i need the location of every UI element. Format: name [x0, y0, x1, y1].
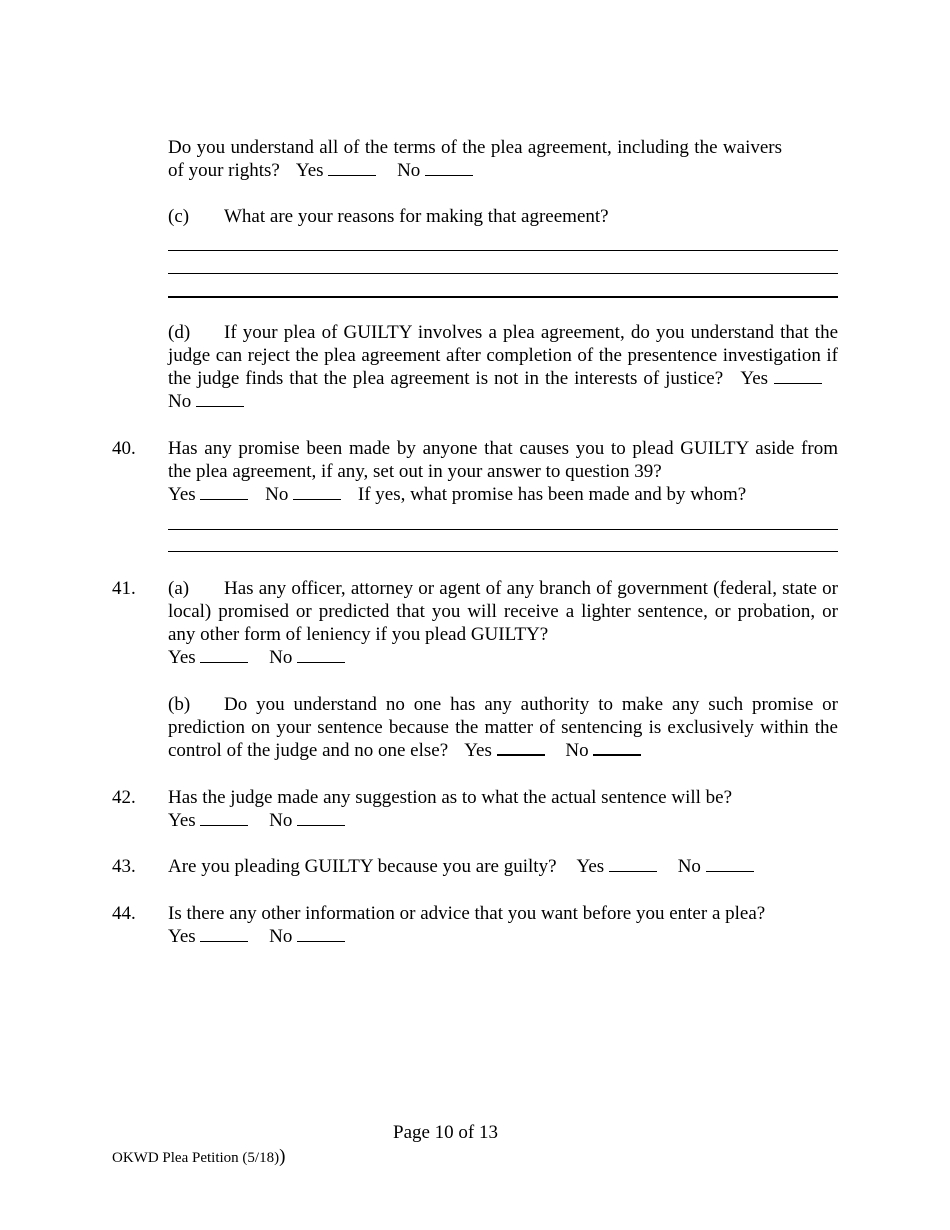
q42-answer-row: [168, 809, 468, 832]
q43-paragraph: [168, 855, 838, 878]
q39-b-no-blank[interactable]: [425, 161, 473, 176]
q41-a-yes-label: Yes: [168, 647, 196, 668]
q43-yes-label: Yes: [576, 856, 605, 877]
q42-no-blank[interactable]: [297, 811, 345, 826]
q41-b-no-label: No: [565, 740, 589, 761]
q41-b-no-blank[interactable]: [593, 740, 641, 756]
q43-no-label: No: [677, 856, 701, 877]
q44-no-label: No: [269, 926, 293, 947]
q44-yes-blank[interactable]: [200, 927, 248, 942]
q42-text: Has the judge made any suggestion as to what the actual sentence will be?: [168, 787, 733, 808]
q39-b-yes-label: Yes: [295, 160, 324, 181]
q39-c-text: What are your reasons for making that agreement?: [224, 206, 609, 227]
q40-paragraph: [168, 437, 838, 483]
form-footer-paren: ): [279, 1146, 286, 1167]
q39-d-yes-blank[interactable]: [774, 369, 822, 384]
q41-b-label: (b): [168, 694, 191, 715]
q39-c-line: [168, 205, 838, 228]
q44-yes-label: Yes: [168, 926, 196, 947]
q39-c-answer-line-2[interactable]: [168, 273, 838, 274]
q41-number: 41.: [112, 578, 136, 599]
q44-paragraph: [168, 902, 838, 925]
q39-d-label: (d): [168, 322, 191, 343]
q39-c-answer-line-3[interactable]: [168, 296, 838, 298]
q42-yes-label: Yes: [168, 810, 196, 831]
q39-c-answer-line-1[interactable]: [168, 250, 838, 251]
q44-number: 44.: [112, 903, 136, 924]
q41-b-text: Do you understand no one has any authority to make any such promise or prediction on your sentence because the matter of sentencing is exclusively within the control of the judge and no one else?: [168, 694, 838, 761]
q40-text: Has any promise been made by anyone that causes you to plead GUILTY aside from the plea agreement, if any, set out in your answer to question 39?: [168, 438, 838, 482]
q39-d-paragraph: [168, 321, 838, 413]
q41-a-answer-row: [168, 646, 468, 669]
q39-d-no-label: No: [168, 391, 192, 412]
q40-no-label: No: [265, 484, 289, 505]
q43-yes-blank[interactable]: [609, 857, 657, 872]
q40-no-blank[interactable]: [293, 485, 341, 500]
q39-d-text: If your plea of GUILTY involves a plea agreement, do you understand that the judge can reject the plea agreement after completion of the presentence investigation if the judge finds that the plea agreement is not in the interests of justice?: [168, 322, 838, 389]
q44-no-blank[interactable]: [297, 927, 345, 942]
q40-yes-label: Yes: [168, 484, 196, 505]
q39-d-no-blank[interactable]: [196, 392, 244, 407]
q40-followup: If yes, what promise has been made and by whom?: [357, 484, 747, 505]
q43-no-blank[interactable]: [706, 857, 754, 872]
q39-b-paragraph: [168, 136, 782, 182]
q41-a-yes-blank[interactable]: [200, 648, 248, 663]
page-number: Page 10 of 13: [393, 1122, 499, 1143]
q42-paragraph: [168, 786, 838, 809]
q40-number: 40.: [112, 438, 136, 459]
q40-answer-row: [168, 483, 838, 506]
q39-b-text: Do you understand all of the terms of the plea agreement, including the waivers of your rights?: [168, 137, 782, 181]
q42-number: 42.: [112, 787, 136, 808]
q41-a-paragraph: [168, 577, 838, 646]
q41-a-no-label: No: [269, 647, 293, 668]
q41-b-yes-blank[interactable]: [497, 740, 545, 756]
q41-b-yes-label: Yes: [464, 740, 492, 761]
q40-answer-line-2[interactable]: [168, 551, 838, 552]
q44-text: Is there any other information or advice that you want before you enter a plea?: [168, 903, 766, 924]
q40-yes-blank[interactable]: [200, 485, 248, 500]
q44-answer-row: [168, 925, 468, 948]
q41-a-no-blank[interactable]: [297, 648, 345, 663]
q41-b-paragraph: [168, 693, 838, 762]
form-footer: [112, 1146, 285, 1168]
q39-c-label: (c): [168, 206, 190, 227]
q41-a-text: Has any officer, attorney or agent of any branch of government (federal, state or local) promised or predicted that you will receive a lighter sentence, or probation, or any other form of leniency if you plead GUILTY?: [168, 578, 838, 645]
q40-answer-line-1[interactable]: [168, 529, 838, 530]
q39-d-yes-label: Yes: [740, 368, 769, 389]
q39-b-no-label: No: [397, 160, 421, 181]
q43-number: 43.: [112, 856, 136, 877]
form-identifier: OKWD Plea Petition (5/18): [112, 1150, 280, 1166]
q43-text: Are you pleading GUILTY because you are guilty?: [168, 856, 557, 877]
q42-yes-blank[interactable]: [200, 811, 248, 826]
q42-no-label: No: [269, 810, 293, 831]
q39-b-yes-blank[interactable]: [328, 161, 376, 176]
q41-a-label: (a): [168, 578, 190, 599]
